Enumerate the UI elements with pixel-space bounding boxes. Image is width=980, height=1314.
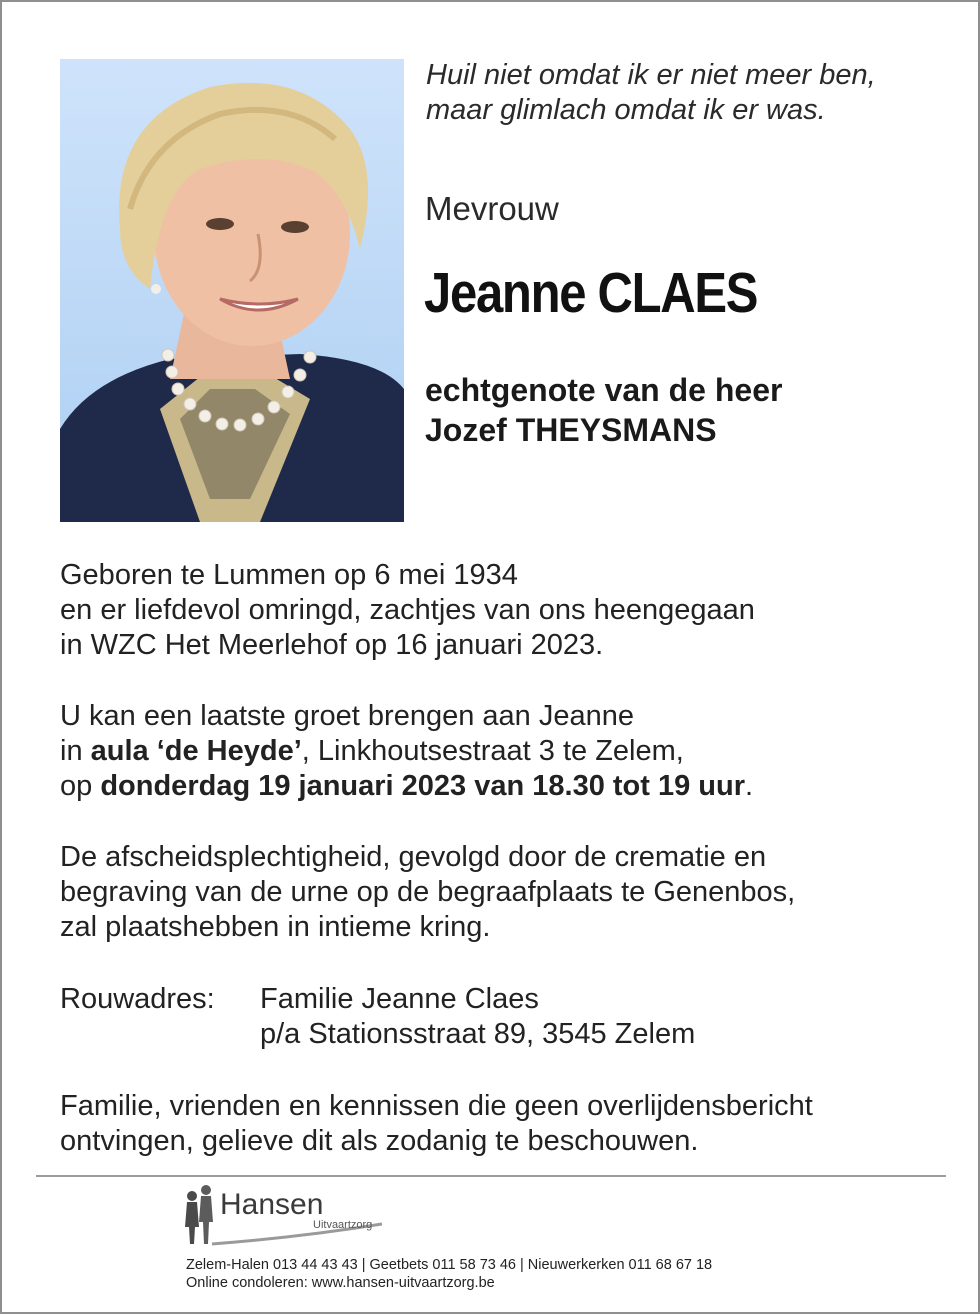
contact-numbers: Zelem-Halen 013 44 43 43 | Geetbets 011 58 73 46 | Nieuwerkerken 011 68 67 18 bbox=[186, 1257, 713, 1273]
mourning-address-line-2: p/a Stationsstraat 89, 3545 Zelem bbox=[260, 1018, 696, 1050]
spouse-block bbox=[425, 370, 782, 450]
closing-line-1: Familie, vrienden en kennissen die geen overlijdensbericht bbox=[60, 1090, 813, 1122]
visit-location: aula ‘de Heyde’ bbox=[90, 735, 302, 767]
visit-line-3-prefix: op bbox=[60, 770, 101, 802]
quote-line-2: maar glimlach omdat ik er was. bbox=[426, 94, 826, 126]
portrait-illustration bbox=[60, 59, 404, 522]
ceremony-line-1: De afscheidsplechtigheid, gevolgd door de crematie en bbox=[60, 841, 767, 873]
online-condolences[interactable]: Online condoleren: www.hansen-uitvaartzorg.be bbox=[186, 1275, 495, 1291]
visit-line-2-suffix: , Linkhoutsestraat 3 te Zelem, bbox=[301, 735, 684, 767]
ceremony-line-3: zal plaatshebben in intieme kring. bbox=[60, 911, 491, 943]
visit-line-3-suffix: . bbox=[745, 770, 754, 802]
spouse-line-2: Jozef THEYSMANS bbox=[425, 412, 717, 448]
ceremony-line-2: begraving van de urne op de begraafplaats te Genenbos, bbox=[60, 876, 796, 908]
funeral-home-subtitle: Uitvaartzorg bbox=[313, 1219, 373, 1231]
visit-datetime: donderdag 19 januari 2023 van 18.30 tot 19 uur bbox=[100, 770, 746, 802]
mourning-address-label: Rouwadres: bbox=[60, 983, 215, 1015]
quote-line-1: Huil niet omdat ik er niet meer ben, bbox=[426, 59, 876, 91]
footer-contacts bbox=[186, 1256, 712, 1292]
spouse-line-1: echtgenote van de heer bbox=[425, 372, 783, 408]
mourning-address-line-1: Familie Jeanne Claes bbox=[260, 983, 539, 1015]
portrait-photo bbox=[60, 59, 404, 522]
footer-divider bbox=[36, 1175, 946, 1177]
ceremony-paragraph bbox=[60, 840, 940, 945]
quote bbox=[426, 58, 966, 128]
visit-line-3 bbox=[60, 769, 940, 804]
closing-line-2: ontvingen, gelieve dit als zodanig te beschouwen. bbox=[60, 1125, 699, 1157]
funeral-home-name: Hansen bbox=[220, 1188, 324, 1221]
salutation: Mevrouw bbox=[425, 190, 559, 227]
deceased-name: Jeanne CLAES bbox=[424, 261, 758, 325]
visit-line-2-prefix: in bbox=[60, 735, 91, 767]
birth-line-2: en er liefdevol omringd, zachtjes van ons heengegaan bbox=[60, 594, 755, 626]
visit-line-2 bbox=[60, 734, 940, 769]
birth-line-3: in WZC Het Meerlehof op 16 januari 2023. bbox=[60, 629, 604, 661]
visitation-paragraph bbox=[60, 699, 940, 804]
birth-line-1: Geboren te Lummen op 6 mei 1934 bbox=[60, 559, 518, 591]
visit-line-1: U kan een laatste groet brengen aan Jeanne bbox=[60, 700, 634, 732]
closing-paragraph bbox=[60, 1089, 940, 1159]
birth-paragraph bbox=[60, 558, 940, 663]
